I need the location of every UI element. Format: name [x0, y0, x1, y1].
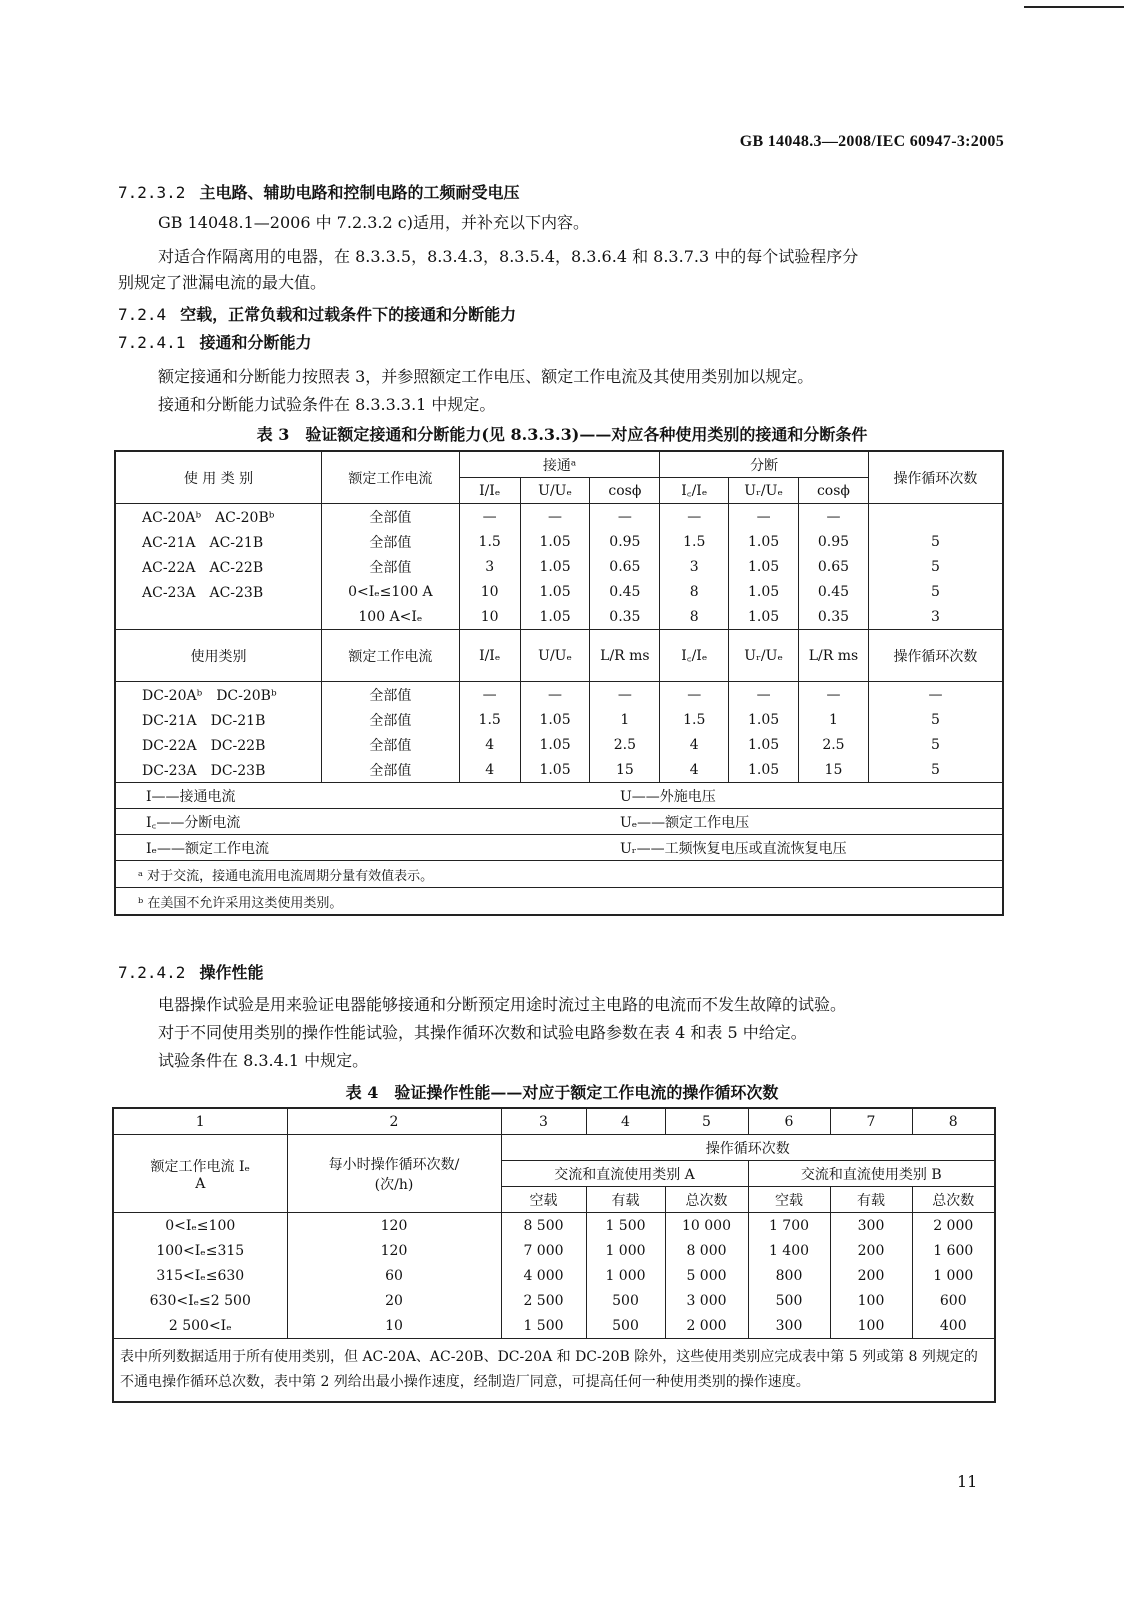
- table-cell: 2.5: [799, 732, 869, 757]
- th-category-a: 交流和直流使用类别 A: [501, 1161, 748, 1187]
- symbol-def: U——外施电压: [590, 783, 1003, 809]
- table-cell: 3 000: [665, 1288, 748, 1313]
- table-cell: 1 000: [586, 1263, 665, 1288]
- paragraph: 试验条件在 8.3.4.1 中规定。: [158, 1051, 369, 1070]
- th-category: 使 用 类 别: [115, 451, 322, 504]
- table-cell: 1.05: [729, 757, 799, 783]
- table-cell: 2 000: [665, 1313, 748, 1339]
- table-cell: 0.35: [590, 604, 660, 630]
- table-cell: 0.95: [799, 529, 869, 554]
- table-cell: 全部值: [322, 682, 460, 708]
- th-rated-current: 额定工作电流: [322, 451, 460, 504]
- table-cell: DC-21A DC-21B: [115, 707, 322, 732]
- th-sub: I/Iₑ: [459, 630, 520, 682]
- table-cell: 5: [868, 554, 1003, 579]
- table-cell: —: [520, 682, 590, 708]
- table-cell: 8: [660, 604, 729, 630]
- th-sub: 空载: [501, 1187, 586, 1213]
- table-cell: 315<Iₑ≤630: [113, 1263, 287, 1288]
- table-cell: 100: [830, 1313, 912, 1339]
- table-note-b: ᵇ 在美国不允许采用这类使用类别。: [115, 888, 1003, 916]
- th-operations: 操作循环次数: [501, 1135, 995, 1161]
- table-cell: —: [799, 504, 869, 530]
- table-cell: 8: [660, 579, 729, 604]
- table-cell: [868, 504, 1003, 530]
- table-cell: 15: [590, 757, 660, 783]
- table-cell: 3: [459, 554, 520, 579]
- th-sub: L/R ms: [799, 630, 869, 682]
- table-cell: —: [459, 682, 520, 708]
- heading-text: 主电路、辅助电路和控制电路的工频耐受电压: [199, 183, 520, 202]
- table-cell: 5: [868, 579, 1003, 604]
- table-cell: 1.05: [729, 579, 799, 604]
- table-row: [115, 554, 1003, 579]
- table-cell: 8 000: [665, 1238, 748, 1263]
- table-cell: 0.45: [799, 579, 869, 604]
- table-cell: 全部值: [322, 529, 460, 554]
- th-category: 使用类别: [115, 630, 322, 682]
- table-cell: —: [729, 504, 799, 530]
- table-cell: 1 500: [586, 1213, 665, 1239]
- table-cell: 1.05: [520, 529, 590, 554]
- table-cell: 5: [868, 757, 1003, 783]
- th-sub: 总次数: [912, 1187, 995, 1213]
- th-sub: cosϕ: [590, 478, 660, 504]
- table-cell: —: [729, 682, 799, 708]
- table-cell: —: [590, 682, 660, 708]
- table-cell: AC-22A AC-22B: [115, 554, 322, 579]
- column-number: 3: [501, 1108, 586, 1135]
- table4-column-numbers: [113, 1108, 995, 1135]
- table-cell: 1 000: [586, 1238, 665, 1263]
- table-cell: 2 000: [912, 1213, 995, 1239]
- table-cell: 1.05: [520, 732, 590, 757]
- heading-7232: [118, 180, 519, 203]
- table-cell: 全部值: [322, 732, 460, 757]
- th-sub: 空载: [748, 1187, 830, 1213]
- table4-caption: 表 4 验证操作性能——对应于额定工作电流的操作循环次数: [345, 1083, 779, 1102]
- th-sub: Uᵣ/Uₑ: [729, 630, 799, 682]
- table-row: [115, 707, 1003, 732]
- paragraph: 对适合作隔离用的电器，在 8.3.3.5，8.3.4.3，8.3.5.4，8.3.6.4 和 8.3.7.3 中的每个试验程序分: [158, 247, 859, 266]
- table-cell: 4: [459, 757, 520, 783]
- table-cell: 20: [287, 1288, 501, 1313]
- table-cell: 400: [912, 1313, 995, 1339]
- table-cell: 1.05: [520, 707, 590, 732]
- table-cell: —: [660, 504, 729, 530]
- heading-724: [118, 302, 516, 325]
- th-sub: 总次数: [665, 1187, 748, 1213]
- th-make: 接通ᵃ: [459, 451, 660, 478]
- symbol-def: Uᵣ——工频恢复电压或直流恢复电压: [590, 835, 1003, 861]
- table-row: [115, 757, 1003, 783]
- table-cell: 1.05: [729, 554, 799, 579]
- table-cell: 全部值: [322, 757, 460, 783]
- th-sub: U/Uₑ: [520, 630, 590, 682]
- table-cell: 1.05: [520, 604, 590, 630]
- table-cell: DC-23A DC-23B: [115, 757, 322, 783]
- table-cell: 4: [660, 757, 729, 783]
- th-sub: 有载: [586, 1187, 665, 1213]
- table-cell: 0.35: [799, 604, 869, 630]
- table4-remark: 表中所列数据适用于所有使用类别，但 AC-20A、AC-20B、DC-20A 和 DC-20B 除外，这些使用类别应完成表中第 5 列或第 8 列规定的不通电操作循环总次数，表中第 2 列给出最小操作速度，经制造厂同意，可提高任何一种使用类别的操作速度。: [113, 1339, 995, 1403]
- table-cell: 100<Iₑ≤315: [113, 1238, 287, 1263]
- th-cycles: 操作循环次数: [868, 630, 1003, 682]
- table-cell: 7 000: [501, 1238, 586, 1263]
- th-break: 分断: [660, 451, 869, 478]
- table-cell: 120: [287, 1213, 501, 1239]
- paragraph: GB 14048.1—2006 中 7.2.3.2 c)适用，并补充以下内容。: [158, 213, 589, 232]
- table-cell: 0.65: [799, 554, 869, 579]
- table-cell: 1.5: [660, 707, 729, 732]
- column-number: 1: [113, 1108, 287, 1135]
- table-cell: —: [799, 682, 869, 708]
- table-cell: AC-23A AC-23B: [115, 579, 322, 604]
- table-cell: 10: [459, 604, 520, 630]
- th-rated-current: 额定工作电流: [322, 630, 460, 682]
- th-category-b: 交流和直流使用类别 B: [748, 1161, 995, 1187]
- table-cell: 1: [799, 707, 869, 732]
- table-cell: 600: [912, 1288, 995, 1313]
- table-cell: 630<Iₑ≤2 500: [113, 1288, 287, 1313]
- th-cycles: 操作循环次数: [868, 451, 1003, 504]
- column-number: 5: [665, 1108, 748, 1135]
- symbol-def: Uₑ——额定工作电压: [590, 809, 1003, 835]
- table-row: [115, 579, 1003, 604]
- table-cell: 2.5: [590, 732, 660, 757]
- table-cell: 1.05: [520, 757, 590, 783]
- th-sub: I꜀/Iₑ: [660, 630, 729, 682]
- table-cell: 300: [830, 1213, 912, 1239]
- paragraph: 电器操作试验是用来验证电器能够接通和分断预定用途时流过主电路的电流而不发生故障的试验。: [158, 995, 847, 1014]
- table-cell: 2 500: [501, 1288, 586, 1313]
- table-cell: 10 000: [665, 1213, 748, 1239]
- table3-symbols: [115, 783, 1003, 861]
- table-cell: 0<Iₑ≤100: [113, 1213, 287, 1239]
- table-cell: 1.5: [459, 707, 520, 732]
- table4-body: [113, 1213, 995, 1339]
- table-cell: 800: [748, 1263, 830, 1288]
- table-cell: 1.05: [520, 554, 590, 579]
- column-number: 8: [912, 1108, 995, 1135]
- table-row: [115, 604, 1003, 630]
- table-cell: 1.5: [660, 529, 729, 554]
- table-cell: 5: [868, 732, 1003, 757]
- table-row: [113, 1263, 995, 1288]
- page-number: 11: [957, 1472, 978, 1491]
- th-sub: L/R ms: [590, 630, 660, 682]
- table-cell: 1.5: [459, 529, 520, 554]
- table-cell: 500: [586, 1288, 665, 1313]
- table-cell: 2 500<Iₑ: [113, 1313, 287, 1339]
- table3-ac-body: [115, 504, 1003, 630]
- table-cell: AC-20Aᵇ AC-20Bᵇ: [115, 504, 322, 530]
- table-cell: DC-22A DC-22B: [115, 732, 322, 757]
- table-cell: 0.45: [590, 579, 660, 604]
- table-cell: 4: [459, 732, 520, 757]
- table-row: [113, 1313, 995, 1339]
- table-note-a: ᵃ 对于交流，接通电流用电流周期分量有效值表示。: [115, 861, 1003, 888]
- table-cell: [115, 604, 322, 630]
- table-cell: 120: [287, 1238, 501, 1263]
- table-cell: —: [459, 504, 520, 530]
- th-rated-current: 额定工作电流 Iₑ A: [113, 1135, 287, 1213]
- table-cell: 500: [586, 1313, 665, 1339]
- table-cell: —: [520, 504, 590, 530]
- table-cell: DC-20Aᵇ DC-20Bᵇ: [115, 682, 322, 708]
- table-cell: 1: [590, 707, 660, 732]
- table-cell: —: [868, 682, 1003, 708]
- table-cell: 3: [868, 604, 1003, 630]
- page-header: GB 14048.3—2008/IEC 60947-3:2005: [739, 133, 1004, 150]
- table-row: [113, 1238, 995, 1263]
- table-cell: 1 700: [748, 1213, 830, 1239]
- top-rule: [1024, 6, 1124, 8]
- table-cell: 100 A<Iₑ: [322, 604, 460, 630]
- table-cell: 0<Iₑ≤100 A: [322, 579, 460, 604]
- column-number: 4: [586, 1108, 665, 1135]
- heading-number: 7.2.4.1: [118, 333, 186, 352]
- table-cell: 0.65: [590, 554, 660, 579]
- table-cell: 15: [799, 757, 869, 783]
- table-cell: 10: [287, 1313, 501, 1339]
- th-sub: 有载: [830, 1187, 912, 1213]
- table-cell: —: [660, 682, 729, 708]
- th-sub: Uᵣ/Uₑ: [729, 478, 799, 504]
- th-rate: 每小时操作循环次数/ (次/h): [287, 1135, 501, 1213]
- column-number: 7: [830, 1108, 912, 1135]
- table-row: [115, 504, 1003, 530]
- table-cell: 0.95: [590, 529, 660, 554]
- table-row: [115, 732, 1003, 757]
- table3-caption: 表 3 验证额定接通和分断能力(见 8.3.3.3)——对应各种使用类别的接通和分断条件: [256, 425, 868, 444]
- table-cell: 1 400: [748, 1238, 830, 1263]
- table-cell: 5: [868, 707, 1003, 732]
- th-sub: U/Uₑ: [520, 478, 590, 504]
- heading-number: 7.2.4: [118, 305, 167, 324]
- table-cell: 5: [868, 529, 1003, 554]
- table3-dc-body: [115, 682, 1003, 783]
- symbol-def: I꜀——分断电流: [115, 809, 590, 835]
- symbol-def: I——接通电流: [115, 783, 590, 809]
- table-cell: 1.05: [729, 529, 799, 554]
- table-4: [112, 1107, 996, 1403]
- table-cell: 300: [748, 1313, 830, 1339]
- table-row: [113, 1213, 995, 1239]
- paragraph: 别规定了泄漏电流的最大值。: [118, 273, 327, 292]
- table-cell: 1.05: [729, 707, 799, 732]
- table-cell: 1.05: [520, 579, 590, 604]
- table-cell: 10: [459, 579, 520, 604]
- heading-number: 7.2.4.2: [118, 963, 186, 982]
- paragraph: 接通和分断能力试验条件在 8.3.3.3.1 中规定。: [158, 395, 496, 414]
- table-cell: 全部值: [322, 707, 460, 732]
- table-cell: 5 000: [665, 1263, 748, 1288]
- table-cell: —: [590, 504, 660, 530]
- table-cell: 4 000: [501, 1263, 586, 1288]
- column-number: 6: [748, 1108, 830, 1135]
- heading-number: 7.2.3.2: [118, 183, 186, 202]
- table-cell: 200: [830, 1263, 912, 1288]
- table-cell: 60: [287, 1263, 501, 1288]
- table-cell: 1 500: [501, 1313, 586, 1339]
- table-row: [113, 1288, 995, 1313]
- heading-text: 空载，正常负载和过载条件下的接通和分断能力: [180, 305, 517, 324]
- th-sub: cosϕ: [799, 478, 869, 504]
- table-cell: 全部值: [322, 504, 460, 530]
- table-3: [114, 450, 1004, 916]
- table-cell: 全部值: [322, 554, 460, 579]
- paragraph: 对于不同使用类别的操作性能试验，其操作循环次数和试验电路参数在表 4 和表 5 中给定。: [158, 1023, 807, 1042]
- table-row: [115, 529, 1003, 554]
- heading-text: 操作性能: [199, 963, 264, 982]
- heading-7241: [118, 330, 311, 353]
- table-cell: 3: [660, 554, 729, 579]
- th-sub: I꜀/Iₑ: [660, 478, 729, 504]
- table-cell: 1 000: [912, 1263, 995, 1288]
- table-cell: 1 600: [912, 1238, 995, 1263]
- th-sub: I/Iₑ: [459, 478, 520, 504]
- table-cell: 500: [748, 1288, 830, 1313]
- table-cell: AC-21A AC-21B: [115, 529, 322, 554]
- table-cell: 1.05: [729, 732, 799, 757]
- table-cell: 100: [830, 1288, 912, 1313]
- table-row: [115, 682, 1003, 708]
- heading-text: 接通和分断能力: [199, 333, 312, 352]
- column-number: 2: [287, 1108, 501, 1135]
- table-cell: 4: [660, 732, 729, 757]
- symbol-def: Iₑ——额定工作电流: [115, 835, 590, 861]
- paragraph: 额定接通和分断能力按照表 3，并参照额定工作电压、额定工作电流及其使用类别加以规定。: [158, 367, 814, 386]
- table-cell: 1.05: [729, 604, 799, 630]
- heading-7242: [118, 960, 263, 983]
- table-cell: 200: [830, 1238, 912, 1263]
- table-cell: 8 500: [501, 1213, 586, 1239]
